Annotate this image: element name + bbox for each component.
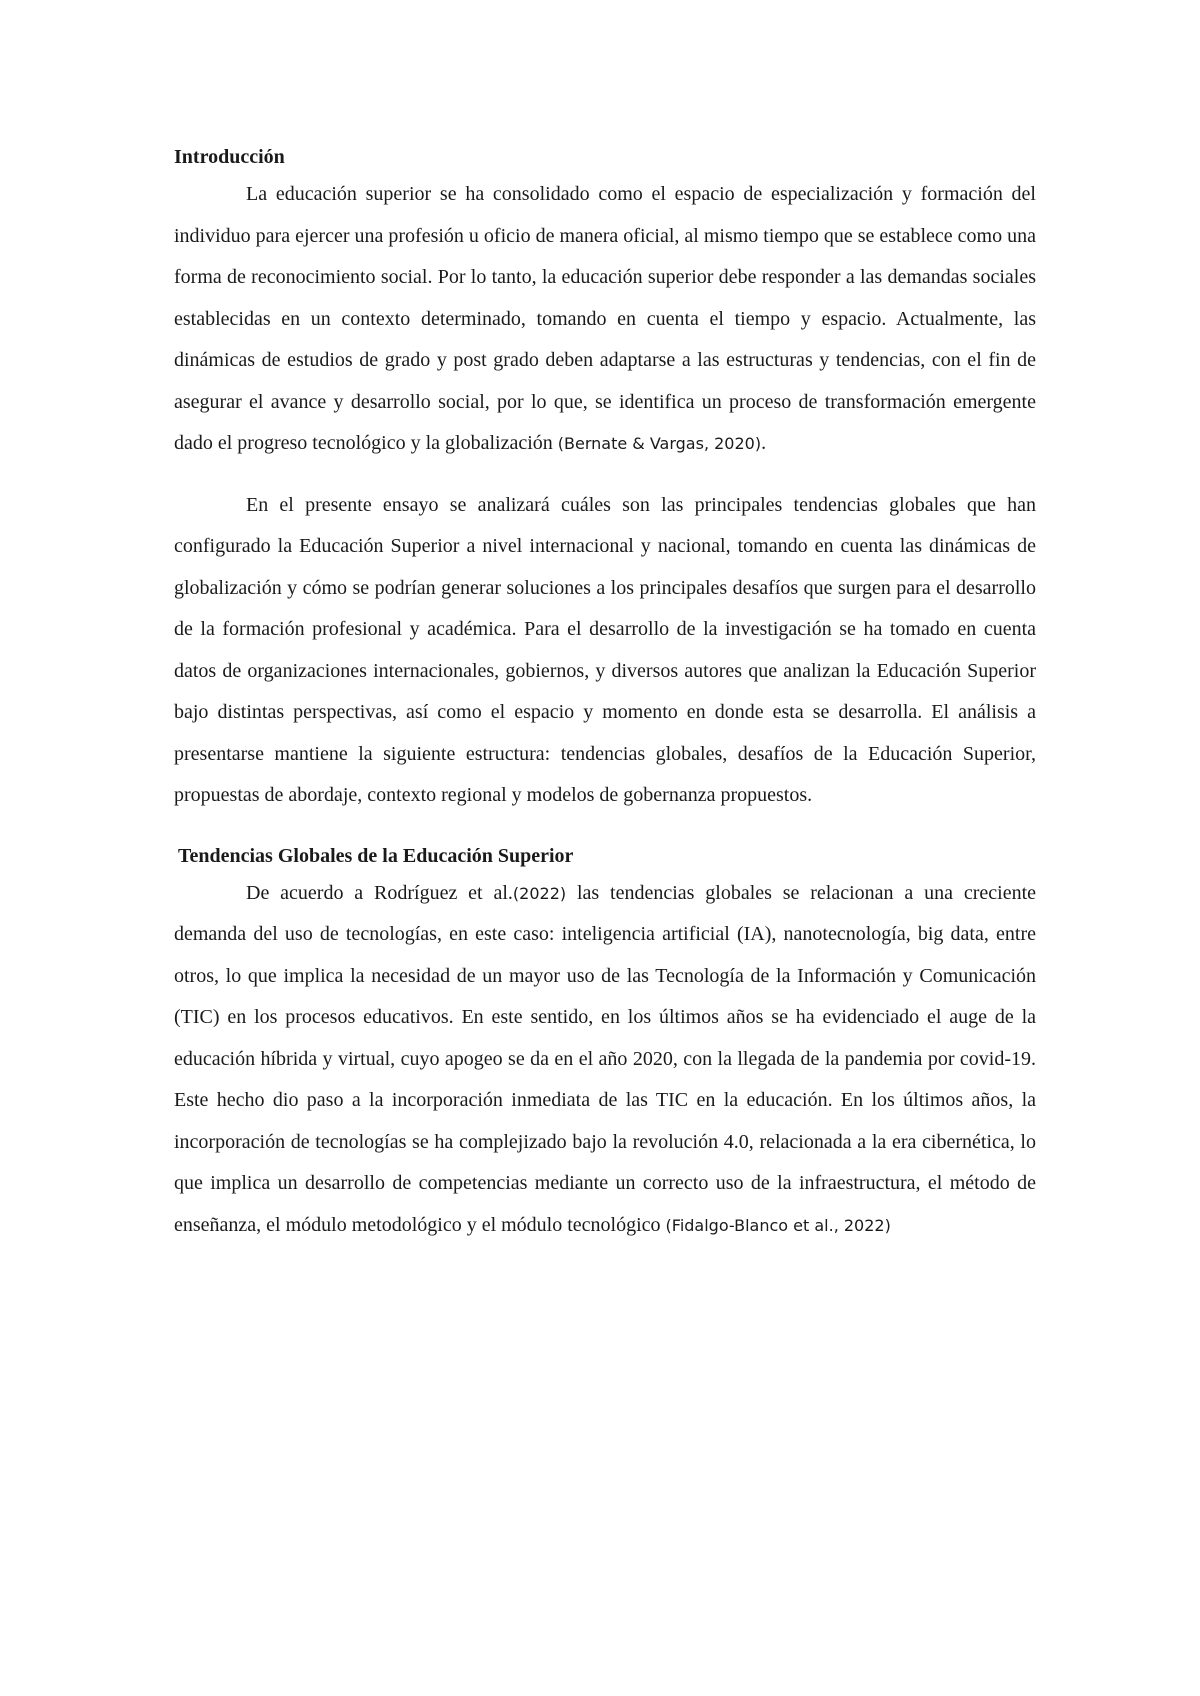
trends-paragraph-1-start: De acuerdo a Rodríguez et al. (246, 881, 513, 904)
trends-paragraph-1-text: las tendencias globales se relacionan a una creciente demanda del uso de tecnologías, en este caso: inteligencia artificial (IA), nanotecnología, big data, entre otros, lo que implica la necesidad de un mayor uso de las Tecnología de la Información y Comunicación (TIC) en los procesos educativos. En este sentido, en los últimos años se ha evidenciado el auge de la educación híbrida y virtual, cuyo apogeo se da en el año 2020, con la llegada de la pandemia por covid-19. Este hecho dio paso a la incorporación inmediata de las TIC en la educación. En los últimos años, la incorporación de tecnologías se ha complejizado bajo la revolución 4.0, relacionada a la era cibernética, lo que implica un desarrollo de competencias mediante un correcto uso de la infraestructura, el método de enseñanza, el módulo metodológico y el módulo tecnológico (174, 881, 1037, 1236)
document-page (174, 140, 1036, 1246)
trends-paragraph-1 (174, 873, 1036, 1247)
citation-rodriguez-year: (2022) (512, 883, 567, 903)
intro-heading: Introducción (174, 146, 285, 168)
citation-fidalgo-blanco: (Fidalgo-Blanco et al., 2022) (665, 1215, 891, 1235)
intro-paragraph-1 (174, 174, 1036, 465)
intro-paragraph-2: En el presente ensayo se analizará cuáles son las principales tendencias globales que han configurado la Educación Superior a nivel internacional y nacional, tomando en cuenta las dinámicas de globalización y cómo se podrían generar soluciones a los principales desafíos que surgen para el desarrollo de la formación profesional y académica. Para el desarrollo de la investigación se ha tomado en cuenta datos de organizaciones internacionales, gobiernos, y diversos autores que analizan la Educación Superior bajo distintas perspectivas, así como el espacio y momento en donde esta se desarrolla. El análisis a presentarse mantiene la siguiente estructura: tendencias globales, desafíos de la Educación Superior, propuestas de abordaje, contexto regional y modelos de gobernanza propuestos. (174, 493, 1036, 806)
intro-paragraph-1-text: La educación superior se ha consolidado como el espacio de especialización y formación del individuo para ejercer una profesión u oficio de manera oficial, al mismo tiempo que se establece como una forma de reconocimiento social. Por lo tanto, la educación superior debe responder a las demandas sociales establecidas en un contexto determinado, tomando en cuenta el tiempo y espacio. Actualmente, las dinámicas de estudios de grado y post grado deben adaptarse a las estructuras y tendencias, con el fin de asegurar el avance y desarrollo social, por lo que, se identifica un proceso de transformación emergente dado el progreso tecnológico y la globalización (174, 183, 1036, 454)
citation-bernate-vargas: (Bernate & Vargas, 2020) (557, 434, 762, 453)
trends-heading: Tendencias Globales de la Educación Superior (178, 844, 574, 867)
intro-paragraph-1-end: . (761, 432, 767, 454)
